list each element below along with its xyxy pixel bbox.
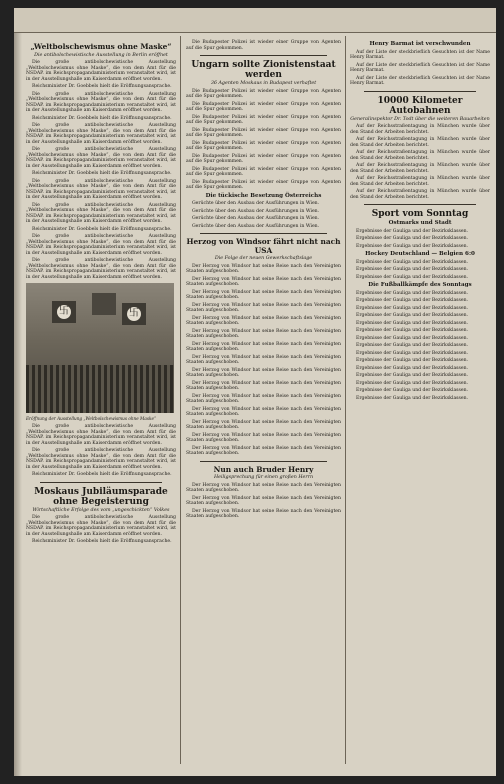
article-paragraph: Der Herzog von Windsor hat seine Reise nach den Vereinigten Staaten aufgeschoben. bbox=[186, 367, 341, 379]
article-paragraph: Auf der Liste der steckbrieflich Gesuchten ist der Name Henry Barmat. bbox=[350, 62, 490, 74]
article-paragraph: Die Budapester Polizei ist wieder einer Gruppe von Agenten auf die Spur gekommen. bbox=[186, 140, 341, 151]
article-paragraph: Auf der Reichsstraßentagung in München wurde über den Stand der Arbeiten berichtet. bbox=[350, 176, 490, 187]
article-paragraph: Auf der Liste der steckbrieflich Gesuchten ist der Name Henry Barmat. bbox=[350, 49, 490, 61]
article-paragraph: Der Herzog von Windsor hat seine Reise nach den Vereinigten Staaten aufgeschoben. bbox=[186, 315, 341, 327]
article-paragraph: Ergebnisse der Gauliga und der Bezirksklassen. bbox=[356, 350, 469, 356]
column-rule-2 bbox=[345, 36, 346, 764]
article-paragraph: Gerüchte über den Ausbau der Ausführungen in Wien. bbox=[192, 216, 320, 222]
page-fold-shadow bbox=[14, 8, 22, 776]
section-divider bbox=[40, 482, 162, 483]
article-paragraph: Reichsminister Dr. Goebbels hielt die Eröffnungsansprache. bbox=[32, 171, 172, 176]
article-paragraph: Auf der Reichsstraßentagung in München wurde über den Stand der Arbeiten berichtet. bbox=[350, 124, 490, 135]
article-headline-fussball: Die Fußballkämpfe des Sonntags bbox=[368, 282, 472, 289]
article-paragraph: Ergebnisse der Gauliga und der Bezirksklassen. bbox=[356, 343, 469, 349]
column-right bbox=[350, 40, 490, 403]
article-paragraph: Der Herzog von Windsor hat seine Reise nach den Vereinigten Staaten aufgeschoben. bbox=[186, 263, 341, 275]
article-paragraph: Der Herzog von Windsor hat seine Reise nach den Vereinigten Staaten aufgeschoben. bbox=[186, 445, 341, 457]
article-paragraph: Der Herzog von Windsor hat seine Reise nach den Vereinigten Staaten aufgeschoben. bbox=[186, 341, 341, 353]
article-paragraph: Die große antibolschewistische Ausstellung „Weltbolschewismus ohne Maske“, die von dem Amt für die NSDAP. im Reichspropagandaministerium veranstaltet wird, ist in der Ausstellungshalle am Kaiserdamm eröffnet worden. bbox=[26, 178, 176, 200]
column-left bbox=[26, 40, 176, 547]
article-paragraph: Reichsminister Dr. Goebbels hielt die Eröffnungsansprache. bbox=[32, 84, 172, 89]
article-paragraph: Ergebnisse der Gauliga und der Bezirksklassen. bbox=[356, 388, 469, 394]
page-header-banner bbox=[14, 8, 496, 33]
crowd-graphic bbox=[26, 365, 174, 413]
article-paragraph: Der Herzog von Windsor hat seine Reise nach den Vereinigten Staaten aufgeschoben. bbox=[186, 406, 341, 418]
article-paragraph: Die große antibolschewistische Ausstellung „Weltbolschewismus ohne Maske“, die von dem Amt für die NSDAP. im Reichspropagandaministerium veranstaltet wird, ist in der Ausstellungshalle am Kaiserdamm eröffnet worden. bbox=[26, 60, 176, 82]
article-paragraph: Der Herzog von Windsor hat seine Reise nach den Vereinigten Staaten aufgeschoben. bbox=[186, 289, 341, 301]
article-paragraph: Ergebnisse der Gauliga und der Bezirksklassen. bbox=[356, 313, 469, 319]
article-paragraph: Auf der Liste der steckbrieflich Gesuchten ist der Name Henry Barmat. bbox=[350, 75, 490, 87]
newspaper-page bbox=[14, 8, 496, 776]
article-paragraph: Gerüchte über den Ausbau der Ausführungen in Wien. bbox=[192, 208, 320, 214]
article-paragraph: Auf der Reichsstraßentagung in München wurde über den Stand der Arbeiten berichtet. bbox=[350, 189, 490, 200]
article-paragraph: Der Herzog von Windsor hat seine Reise nach den Vereinigten Staaten aufgeschoben. bbox=[186, 302, 341, 314]
section-divider bbox=[200, 461, 327, 462]
article-paragraph: Ergebnisse der Gauliga und der Bezirksklassen. bbox=[356, 290, 469, 296]
article-paragraph: Die Budapester Polizei ist wieder einer Gruppe von Agenten auf die Spur gekommen. bbox=[186, 153, 341, 164]
article-paragraph: Gerüchte über den Ausbau der Ausführungen in Wien. bbox=[192, 223, 320, 229]
section-divider bbox=[364, 91, 476, 92]
article-paragraph: Die große antibolschewistische Ausstellung „Weltbolschewismus ohne Maske“, die von dem Amt für die NSDAP. im Reichspropagandaministerium veranstaltet wird, ist in der Ausstellungshalle am Kaiserdamm eröffnet worden. bbox=[26, 147, 176, 169]
article-headline-windsor: Herzog von Windsor fährt nicht nach USA bbox=[186, 237, 341, 255]
article-paragraph: Reichsminister Dr. Goebbels hielt die Eröffnungsansprache. bbox=[32, 226, 172, 232]
article-paragraph: Der Herzog von Windsor hat seine Reise nach den Vereinigten Staaten aufgeschoben. bbox=[186, 432, 341, 444]
article-paragraph: Ergebnisse der Gauliga und der Bezirksklassen. bbox=[356, 395, 469, 401]
column-rule-1 bbox=[180, 36, 181, 764]
article-paragraph: Die Budapester Polizei ist wieder einer Gruppe von Agenten auf die Spur gekommen. bbox=[186, 40, 341, 51]
article-subheadline: Wirtschaftliche Erfolge des vom „ungeschickten“ Volkes bbox=[32, 507, 170, 513]
article-headline-hockey: Hockey Deutschland — Belgien 6:0 bbox=[365, 251, 475, 258]
article-paragraph: Der Herzog von Windsor hat seine Reise nach den Vereinigten Staaten aufgeschoben. bbox=[186, 393, 341, 405]
article-paragraph: Die Budapester Polizei ist wieder einer Gruppe von Agenten auf die Spur gekommen. bbox=[186, 101, 341, 112]
article-paragraph: Reichsminister Dr. Goebbels hielt die Eröffnungsansprache. bbox=[32, 115, 172, 121]
article-headline-henry: Nun auch Bruder Henry bbox=[213, 464, 314, 474]
article-paragraph: Die große antibolschewistische Ausstellung „Weltbolschewismus ohne Maske“, die von dem Amt für die NSDAP. im Reichspropagandaministerium veranstaltet wird, ist in der Ausstellungshalle am Kaiserdamm eröffnet worden. bbox=[26, 448, 176, 470]
article-paragraph: Ergebnisse der Gauliga und der Bezirksklassen. bbox=[356, 243, 469, 249]
article-paragraph: Ergebnisse der Gauliga und der Bezirksklassen. bbox=[356, 298, 469, 304]
article-headline-autobahnen: 10000 Kilometer Autobahnen bbox=[377, 95, 463, 116]
article-paragraph: Ergebnisse der Gauliga und der Bezirksklassen. bbox=[356, 335, 469, 341]
section-divider bbox=[200, 233, 327, 234]
article-paragraph: Die Budapester Polizei ist wieder einer Gruppe von Agenten auf die Spur gekommen. bbox=[186, 114, 341, 125]
column-middle bbox=[186, 40, 341, 522]
article-paragraph: Ergebnisse der Gauliga und der Bezirksklassen. bbox=[356, 320, 469, 326]
article-paragraph: Die große antibolschewistische Ausstellung „Weltbolschewismus ohne Maske“, die von dem Amt für die NSDAP. im Reichspropagandaministerium veranstaltet wird, ist in der Ausstellungshalle am Kaiserdamm eröffnet worden. bbox=[26, 91, 176, 113]
article-paragraph: Ergebnisse der Gauliga und der Bezirksklassen. bbox=[356, 236, 469, 242]
article-paragraph: Die große antibolschewistische Ausstellung „Weltbolschewismus ohne Maske“, die von dem Amt für die NSDAP. im Reichspropagandaministerium veranstaltet wird, ist in der Ausstellungshalle am Kaiserdamm eröffnet worden. bbox=[26, 424, 176, 446]
article-paragraph: Reichsminister Dr. Goebbels hielt die Eröffnungsansprache. bbox=[32, 472, 172, 477]
flag-graphic bbox=[52, 301, 76, 323]
article-paragraph: Die Budapester Polizei ist wieder einer Gruppe von Agenten auf die Spur gekommen. bbox=[186, 166, 341, 177]
article-headline-weltbolschewismus: „Weltbolschewismus ohne Maske“ bbox=[30, 42, 172, 51]
article-subheadline: Die antibolschewistische Ausstellung in Berlin eröffnet bbox=[34, 52, 168, 58]
article-paragraph: Ergebnisse der Gauliga und der Bezirksklassen. bbox=[356, 274, 469, 280]
article-paragraph: Die Budapester Polizei ist wieder einer Gruppe von Agenten auf die Spur gekommen. bbox=[186, 179, 341, 190]
article-paragraph: Ergebnisse der Gauliga und der Bezirksklassen. bbox=[356, 358, 469, 364]
article-headline-moskau: Moskaus Jubiläumsparade ohne Begeisterung bbox=[34, 486, 168, 507]
photo-caption: Eröffnung der Ausstellung „Weltbolschewismus ohne Maske“ bbox=[26, 416, 157, 421]
article-headline-oesterreich: Die tückische Besetzung Österreichs bbox=[205, 192, 322, 199]
article-paragraph: Die große antibolschewistische Ausstellung „Weltbolschewismus ohne Maske“, die von dem Amt für die NSDAP. im Reichspropagandaministerium veranstaltet wird, ist in der Ausstellungshalle am Kaiserdamm eröffnet worden. bbox=[26, 258, 176, 280]
article-paragraph: Ergebnisse der Gauliga und der Bezirksklassen. bbox=[356, 380, 469, 386]
article-paragraph: Auf der Reichsstraßentagung in München wurde über den Stand der Arbeiten berichtet. bbox=[350, 137, 490, 148]
article-paragraph: Gerüchte über den Ausbau der Ausführungen in Wien. bbox=[192, 201, 320, 207]
article-paragraph: Der Herzog von Windsor hat seine Reise nach den Vereinigten Staaten aufgeschoben. bbox=[186, 419, 341, 431]
article-headline-ostmark: Ostmarks und Stadt bbox=[388, 220, 452, 227]
flag-graphic bbox=[122, 303, 146, 325]
article-paragraph: Die große antibolschewistische Ausstellung „Weltbolschewismus ohne Maske“, die von dem Amt für die NSDAP. im Reichspropagandaministerium veranstaltet wird, ist in der Ausstellungshalle am Kaiserdamm eröffnet worden. bbox=[26, 123, 176, 145]
article-paragraph: Der Herzog von Windsor hat seine Reise nach den Vereinigten Staaten aufgeschoben. bbox=[186, 495, 341, 507]
article-paragraph: Ergebnisse der Gauliga und der Bezirksklassen. bbox=[356, 228, 469, 234]
article-paragraph: Der Herzog von Windsor hat seine Reise nach den Vereinigten Staaten aufgeschoben. bbox=[186, 354, 341, 366]
article-paragraph: Ergebnisse der Gauliga und der Bezirksklassen. bbox=[356, 373, 469, 379]
article-paragraph: Ergebnisse der Gauliga und der Bezirksklassen. bbox=[356, 328, 469, 334]
article-paragraph: Die Budapester Polizei ist wieder einer Gruppe von Agenten auf die Spur gekommen. bbox=[186, 88, 341, 99]
news-photo bbox=[26, 283, 174, 413]
article-paragraph: Ergebnisse der Gauliga und der Bezirksklassen. bbox=[356, 267, 469, 273]
article-subheadline: Die Folge der neuen Gewerkschaftslage bbox=[214, 256, 313, 262]
article-paragraph: Der Herzog von Windsor hat seine Reise nach den Vereinigten Staaten aufgeschoben. bbox=[186, 482, 341, 494]
article-paragraph: Ergebnisse der Gauliga und der Bezirksklassen. bbox=[356, 365, 469, 371]
article-headline-barmat: Henry Barmat ist verschwunden bbox=[369, 41, 471, 47]
section-headline-sport: Sport vom Sonntag bbox=[371, 209, 469, 220]
flag-graphic bbox=[92, 293, 116, 315]
section-divider bbox=[364, 204, 476, 205]
article-subheadline: Heiligsprechung für einen großen Herrn bbox=[213, 475, 314, 481]
article-paragraph: Auf der Reichsstraßentagung in München wurde über den Stand der Arbeiten berichtet. bbox=[350, 163, 490, 174]
article-paragraph: Ergebnisse der Gauliga und der Bezirksklassen. bbox=[356, 259, 469, 265]
article-paragraph: Der Herzog von Windsor hat seine Reise nach den Vereinigten Staaten aufgeschoben. bbox=[186, 328, 341, 340]
article-headline-ungarn: Ungarn sollte Zionistenstaat werden bbox=[191, 60, 336, 80]
article-paragraph: Auf der Reichsstraßentagung in München wurde über den Stand der Arbeiten berichtet. bbox=[350, 150, 490, 161]
article-paragraph: Die große antibolschewistische Ausstellung „Weltbolschewismus ohne Maske“, die von dem Amt für die NSDAP. im Reichspropagandaministerium veranstaltet wird, ist in der Ausstellungshalle am Kaiserdamm eröffnet worden. bbox=[26, 202, 176, 224]
article-paragraph: Die große antibolschewistische Ausstellung „Weltbolschewismus ohne Maske“, die von dem Amt für die NSDAP. im Reichspropagandaministerium veranstaltet wird, ist in der Ausstellungshalle am Kaiserdamm eröffnet worden. bbox=[26, 234, 176, 256]
article-paragraph: Ergebnisse der Gauliga und der Bezirksklassen. bbox=[356, 305, 469, 311]
article-paragraph: Die Budapester Polizei ist wieder einer Gruppe von Agenten auf die Spur gekommen. bbox=[186, 127, 341, 138]
article-paragraph: Der Herzog von Windsor hat seine Reise nach den Vereinigten Staaten aufgeschoben. bbox=[186, 380, 341, 392]
article-paragraph: Die große antibolschewistische Ausstellung „Weltbolschewismus ohne Maske“, die von dem Amt für die NSDAP. im Reichspropagandaministerium veranstaltet wird, ist in der Ausstellungshalle am Kaiserdamm eröffnet worden. bbox=[26, 515, 176, 537]
section-divider bbox=[200, 55, 327, 56]
article-paragraph: Der Herzog von Windsor hat seine Reise nach den Vereinigten Staaten aufgeschoben. bbox=[186, 508, 341, 520]
article-subheadline: Generalinspektor Dr. Todt über die weiteren Bauarbeiten bbox=[350, 116, 490, 122]
article-paragraph: Reichsminister Dr. Goebbels hielt die Eröffnungsansprache. bbox=[32, 539, 172, 544]
article-paragraph: Der Herzog von Windsor hat seine Reise nach den Vereinigten Staaten aufgeschoben. bbox=[186, 276, 341, 288]
article-subheadline: 36 Agenten Moskaus in Budapest verhaftet bbox=[210, 81, 317, 86]
